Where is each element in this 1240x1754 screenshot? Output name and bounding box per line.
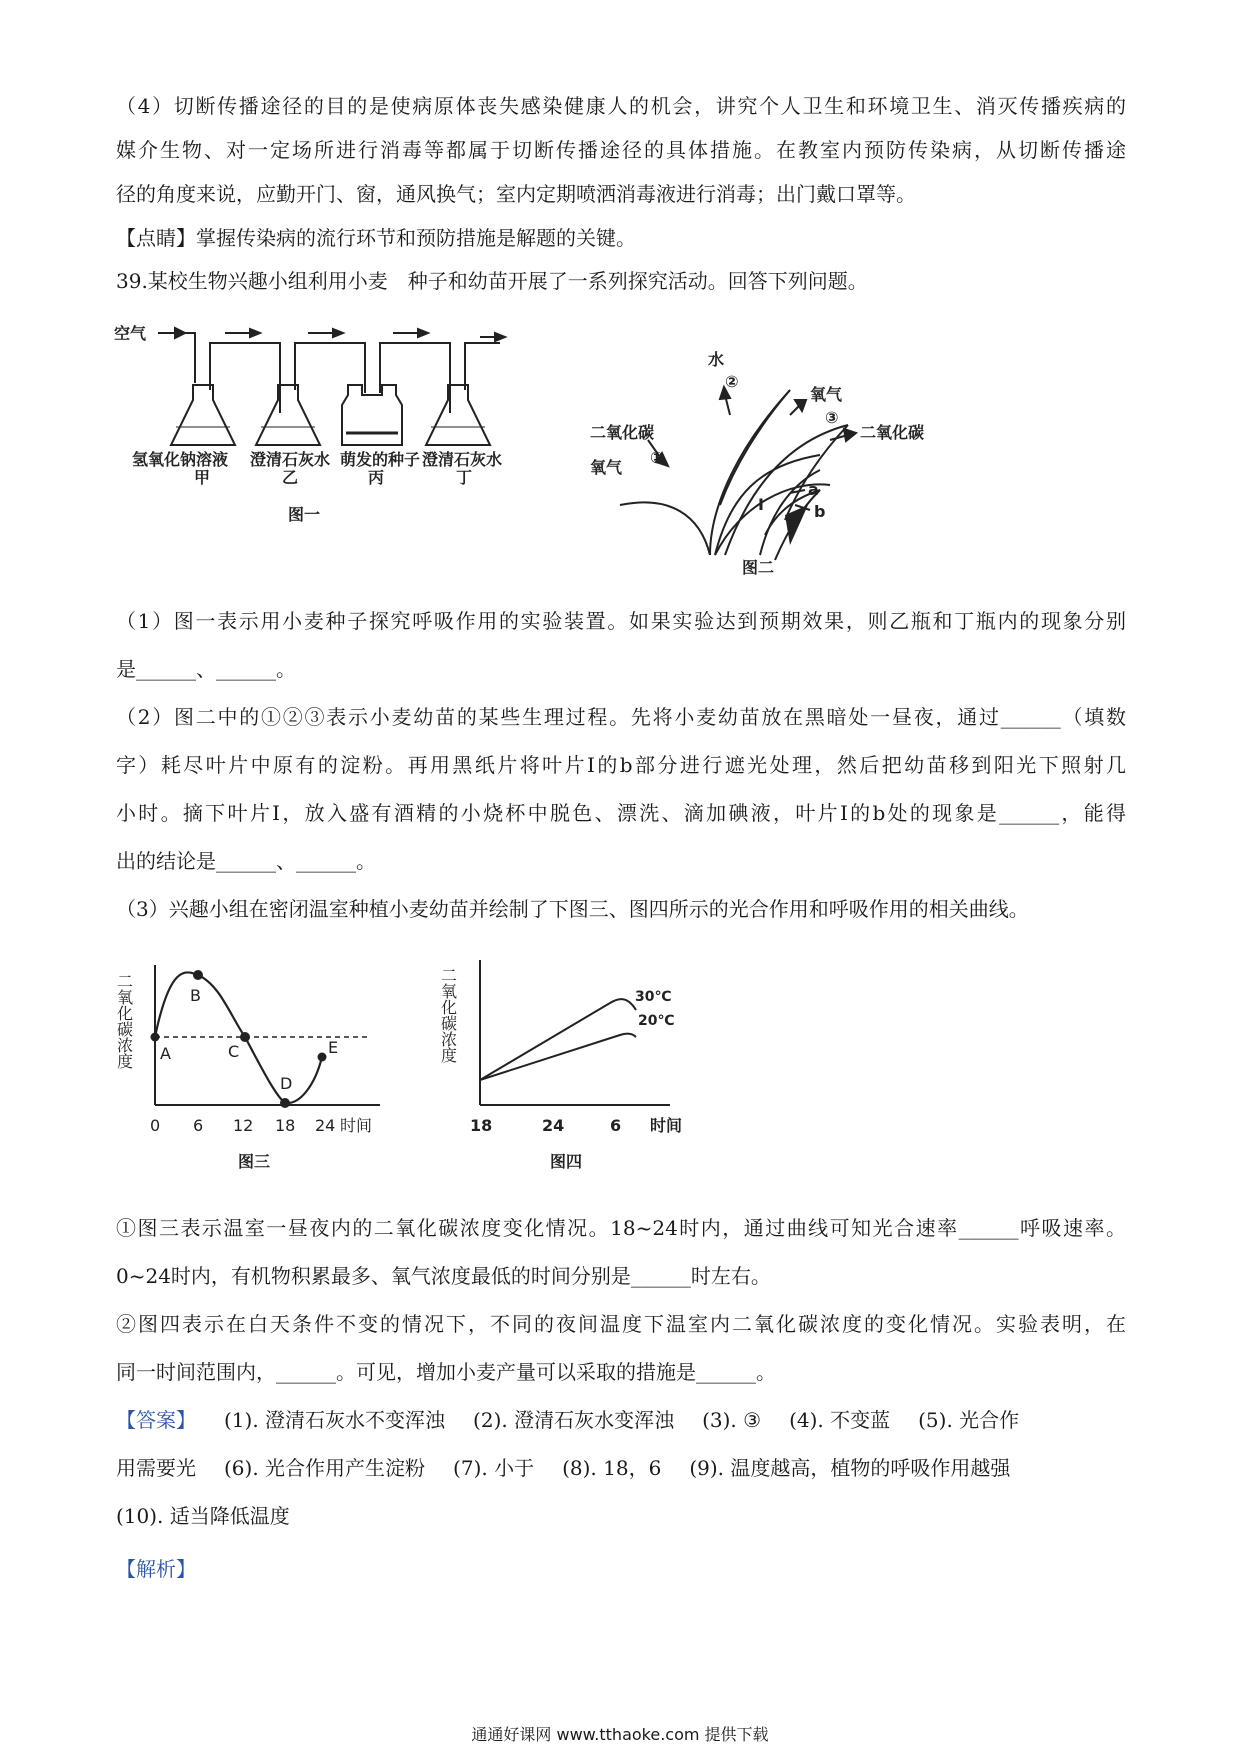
label-a: a	[808, 480, 819, 499]
figure-2-seedling	[590, 345, 930, 585]
paragraph-line: 小时。摘下叶片Ⅰ，放入盛有酒精的小烧杯中脱色、漂洗、滴加碘液，叶片Ⅰ的b处的现象是______，能得	[116, 801, 1126, 825]
paragraph-line: ②图四表示在白天条件不变的情况下，不同的夜间温度下温室内二氧化碳浓度的变化情况。实验表明，在	[116, 1312, 1126, 1336]
answer-item: (4). 不变蓝	[789, 1408, 891, 1432]
air-label: 空气	[114, 324, 147, 343]
water-label: 水	[708, 350, 725, 369]
series-30c-line	[480, 999, 636, 1080]
process-1-label: ①	[650, 448, 664, 467]
jar-a-label: 氢氧化钠溶液	[132, 450, 229, 469]
point-a-marker	[151, 1033, 160, 1042]
answer-item: (8). 18，6	[562, 1456, 662, 1480]
oxygen-right-label: 氧气	[810, 385, 843, 404]
point-a-label: A	[160, 1044, 171, 1063]
series-20c-label: 20℃	[638, 1013, 675, 1029]
jar-b-sub: 乙	[282, 468, 299, 487]
figure-2-caption: 图二	[742, 558, 775, 577]
answer-label: 【答案】	[116, 1408, 196, 1432]
figure-4-chart	[440, 945, 720, 1185]
x-tick: 12	[233, 1116, 254, 1135]
answer-line-2	[116, 1454, 1126, 1482]
series-20c-line	[480, 1034, 636, 1080]
x-tick: 24	[542, 1116, 565, 1135]
jar-c-label: 萌发的种子	[340, 450, 421, 469]
figure-3-chart	[114, 945, 420, 1185]
x-tick: 18	[275, 1116, 296, 1135]
figure-3-ylabel: 二氧化碳浓度	[114, 973, 134, 1069]
dianjing-line: 【点睛】掌握传染病的流行环节和预防措施是解题的关键。	[116, 226, 636, 250]
answer-item: (9). 温度越高，植物的呼吸作用越强	[689, 1456, 1011, 1480]
analysis-label: 【解析】	[116, 1557, 196, 1581]
paragraph-line: （2）图二中的①②③表示小麦幼苗的某些生理过程。先将小麦幼苗放在黑暗处一昼夜，通过______（填数	[116, 705, 1126, 729]
figure-3-curve	[155, 972, 322, 1103]
paragraph-line: ①图三表示温室一昼夜内的二氧化碳浓度变化情况。18~24时内，通过曲线可知光合速率______呼吸速率。	[116, 1216, 1126, 1240]
jar-d-label: 澄清石灰水	[422, 450, 503, 469]
figure-1-caption: 图一	[288, 505, 321, 524]
series-30c-label: 30℃	[635, 989, 672, 1005]
point-b-label: B	[190, 986, 201, 1005]
point-d-label: D	[280, 1074, 293, 1093]
answer-line-3	[116, 1502, 1126, 1530]
x-tick: 6	[610, 1116, 622, 1135]
paragraph-line: （1）图一表示用小麦种子探究呼吸作用的实验装置。如果实验达到预期效果，则乙瓶和丁瓶内的现象分别	[116, 609, 1126, 633]
paragraph-line: 字）耗尽叶片中原有的淀粉。再用黑纸片将叶片Ⅰ的b部分进行遮光处理，然后把幼苗移到阳光下照射几	[116, 753, 1126, 777]
answer-item: (2). 澄清石灰水变浑浊	[473, 1408, 675, 1432]
paragraph-line: 媒介生物、对一定场所进行消毒等都属于切断传播途径的具体措施。在教室内预防传染病，从切断传播途	[116, 138, 1126, 162]
point-e-marker	[318, 1053, 327, 1062]
jar-b-label: 澄清石灰水	[250, 450, 331, 469]
x-tick: 6	[193, 1116, 204, 1135]
answer-item: (3). ③	[702, 1408, 762, 1432]
paragraph-line: （3）兴趣小组在密闭温室种植小麦幼苗并绘制了下图三、图四所示的光合作用和呼吸作用的相关曲线。	[116, 897, 1029, 921]
figure-3-caption: 图三	[238, 1152, 271, 1171]
answer-item: (5). 光合作	[918, 1408, 1020, 1432]
answer-item: (10). 适当降低温度	[116, 1504, 290, 1528]
x-tick: 18	[470, 1116, 493, 1135]
answer-item: (1). 澄清石灰水不变浑浊	[224, 1408, 446, 1432]
jar-c-sub: 丙	[368, 468, 385, 487]
point-e-label: E	[328, 1038, 339, 1057]
figure-1-apparatus	[110, 315, 570, 525]
point-c-marker	[240, 1032, 250, 1042]
process-2-label: ②	[725, 372, 739, 391]
point-c-label: C	[228, 1042, 240, 1061]
paragraph-line: 径的角度来说，应勤开门、窗，通风换气；室内定期喷洒消毒液进行消毒；出门戴口罩等。	[116, 182, 916, 206]
jar-a-sub: 甲	[194, 468, 211, 487]
label-b: b	[814, 502, 826, 521]
oxygen-left-label: 氧气	[590, 458, 623, 477]
figure-4-caption: 图四	[550, 1152, 583, 1171]
paragraph-line: 同一时间范围内，______。可见，增加小麦产量可以采取的措施是______。	[116, 1360, 776, 1384]
leaf-I-label: I	[758, 495, 764, 514]
co2-right-label: 二氧化碳	[860, 423, 925, 442]
question-39-title: 39.某校生物兴趣小组利用小麦 种子和幼苗开展了一系列探究活动。回答下列问题。	[116, 269, 868, 293]
answer-item: (6). 光合作用产生淀粉	[224, 1456, 426, 1480]
figure-4-ylabel: 二氧化碳浓度	[438, 967, 458, 1063]
point-d-marker	[280, 1098, 290, 1108]
x-tick: 24	[315, 1116, 336, 1135]
figure-4-xlabel: 时间	[650, 1116, 683, 1135]
co2-left-label: 二氧化碳	[590, 423, 655, 442]
point-b-marker	[193, 970, 203, 980]
paragraph-line: 出的结论是______、______。	[116, 849, 376, 873]
footer-link[interactable]: 通通好课网 www.tthaoke.com 提供下载	[471, 1725, 769, 1744]
answer-line-1	[116, 1406, 1126, 1434]
jar-d-sub: 丁	[456, 468, 473, 487]
answer-item: 用需要光	[116, 1456, 196, 1480]
x-tick: 0	[150, 1116, 161, 1135]
paragraph-line: （4）切断传播途径的目的是使病原体丧失感染健康人的机会，讲究个人卫生和环境卫生、消灭传播疾病的	[116, 94, 1126, 118]
paragraph-line: 0~24时内，有机物积累最多、氧气浓度最低的时间分别是______时左右。	[116, 1264, 771, 1288]
answer-item: (7). 小于	[453, 1456, 535, 1480]
paragraph-line: 是______、______。	[116, 657, 296, 681]
figure-3-xlabel: 时间	[340, 1116, 373, 1135]
process-3-label: ③	[825, 408, 839, 427]
